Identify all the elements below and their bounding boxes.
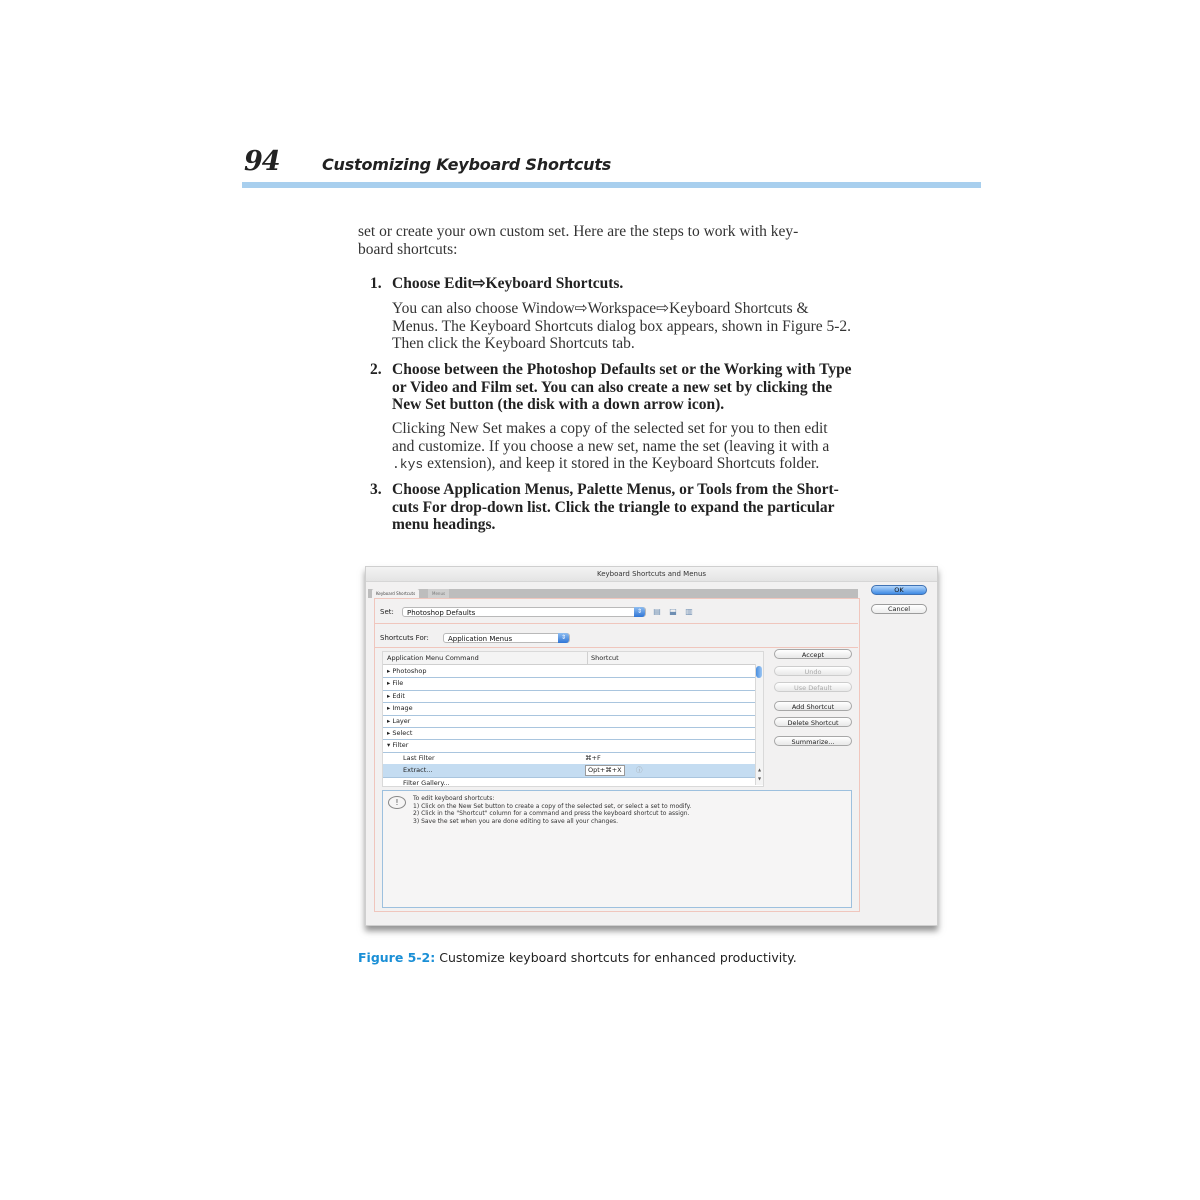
ok-button[interactable]: OK: [871, 585, 927, 595]
step-title: [392, 481, 982, 534]
figure-label: Figure 5-2:: [358, 950, 436, 965]
set-select[interactable]: [402, 607, 646, 617]
body-line: Clicking New Set makes a copy of the selected set for you to then edit: [392, 420, 828, 437]
step-title: [392, 361, 982, 414]
row-label: ▾ Filter: [387, 741, 409, 750]
column-header-shortcut[interactable]: Shortcut: [587, 652, 619, 664]
header-rule: [242, 182, 981, 188]
info-line: 3) Save the set when you are done editing to save all your changes.: [413, 817, 619, 825]
dialog-title: Keyboard Shortcuts and Menus: [366, 567, 937, 582]
summarize-button[interactable]: Summarize...: [774, 736, 852, 746]
table-row[interactable]: [383, 665, 757, 678]
body-line: [392, 455, 982, 474]
step-number: 1.: [370, 275, 382, 292]
add-shortcut-button[interactable]: Add Shortcut: [774, 701, 852, 711]
warning-icon: ⓘ: [636, 766, 643, 775]
body-tail: extension), and keep it stored in the Keyboard Shortcuts folder.: [423, 455, 820, 472]
row-label: ▸ Image: [387, 704, 413, 713]
undo-button[interactable]: Undo: [774, 666, 852, 676]
scrollbar[interactable]: [755, 664, 763, 785]
row-label: Last Filter: [403, 753, 435, 762]
body-line: and customize. If you choose a new set, name the set (leaving it with a: [392, 437, 830, 455]
divider: [374, 623, 858, 624]
step-title: Choose Edit⇨Keyboard Shortcuts.: [392, 275, 624, 292]
row-label: ▸ Select: [387, 729, 413, 737]
info-line: 1) Click on the New Set button to create a copy of the selected set, or select a set to modify.: [413, 802, 692, 810]
select-arrows-icon: ⇕: [558, 633, 569, 643]
info-text: [413, 795, 691, 825]
shortcuts-for-select[interactable]: [443, 633, 570, 643]
intro-paragraph: [358, 223, 958, 258]
step-number: 3.: [370, 481, 382, 498]
cancel-button[interactable]: Cancel: [871, 604, 927, 614]
row-label: ▸ File: [387, 679, 404, 688]
divider: [374, 647, 858, 648]
table-row[interactable]: [383, 690, 757, 703]
table-row[interactable]: [383, 677, 757, 690]
row-label: ▸ Photoshop: [387, 667, 427, 675]
step-number: 2.: [370, 361, 382, 378]
info-box: [382, 790, 852, 908]
table-header: [383, 652, 763, 665]
info-line: To edit keyboard shortcuts:: [413, 795, 495, 802]
intro-line: board shortcuts:: [358, 240, 458, 258]
row-label: Filter Gallery...: [403, 778, 450, 787]
table-row[interactable]: [383, 752, 757, 765]
row-shortcut[interactable]: ⌘+F: [585, 753, 601, 762]
tab-menus[interactable]: Menus: [428, 589, 449, 598]
row-label: ▸ Layer: [387, 716, 411, 725]
new-set-icon[interactable]: ⬓: [669, 607, 677, 616]
title-line: Choose Application Menus, Palette Menus, or Tools from the Short-: [392, 481, 839, 498]
step-1-body: [392, 300, 982, 353]
figure-caption: [358, 950, 797, 965]
scroll-down-icon[interactable]: ▼: [757, 776, 762, 781]
table-row[interactable]: [383, 727, 757, 740]
title-line: cuts For drop-down list. Click the triangle to expand the particular: [392, 498, 835, 516]
body-line: Menus. The Keyboard Shortcuts dialog box appears, shown in Figure 5-2.: [392, 317, 852, 335]
delete-set-icon[interactable]: ▥: [685, 607, 693, 616]
page-number: 94: [244, 146, 280, 177]
row-label: Extract...: [403, 766, 433, 775]
shortcut-input[interactable]: Opt+⌘+X: [585, 765, 625, 776]
keyboard-shortcuts-dialog: [365, 566, 938, 926]
file-extension-code: .kys: [392, 457, 424, 472]
info-icon: !: [388, 796, 406, 809]
accept-button[interactable]: Accept: [774, 649, 852, 659]
running-head: Customizing Keyboard Shortcuts: [322, 155, 612, 174]
delete-shortcut-button[interactable]: Delete Shortcut: [774, 717, 852, 727]
title-line: New Set button (the disk with a down arrow icon).: [392, 396, 725, 413]
shortcuts-table: [382, 651, 764, 787]
info-line: 2) Click in the "Shortcut" column for a command and press the keyboard shortcut to assign.: [413, 810, 690, 817]
shortcuts-for-value: Application Menus: [448, 635, 513, 643]
title-line: or Video and Film set. You can also create a new set by clicking the: [392, 378, 833, 396]
shortcuts-for-label: Shortcuts For:: [380, 634, 429, 642]
save-set-icon[interactable]: ▤: [653, 607, 661, 616]
table-row[interactable]: [383, 739, 757, 752]
set-label: Set:: [380, 608, 394, 616]
scrollbar-thumb[interactable]: [756, 666, 762, 678]
title-line: menu headings.: [392, 516, 496, 533]
table-row-selected[interactable]: [383, 764, 757, 777]
table-row[interactable]: [383, 777, 757, 789]
use-default-button[interactable]: Use Default: [774, 682, 852, 692]
select-arrows-icon: ⇕: [634, 607, 645, 617]
table-row[interactable]: [383, 715, 757, 728]
caption-text: Customize keyboard shortcuts for enhanced productivity.: [439, 950, 797, 965]
intro-line: set or create your own custom set. Here are the steps to work with key-: [358, 223, 799, 240]
set-value: Photoshop Defaults: [407, 609, 476, 617]
body-line: Then click the Keyboard Shortcuts tab.: [392, 335, 635, 352]
step-2-body: [392, 420, 982, 474]
body-line: You can also choose Window⇨Workspace⇨Keyboard Shortcuts &: [392, 300, 809, 317]
column-header-command[interactable]: Application Menu Command: [387, 654, 479, 662]
title-line: Choose between the Photoshop Defaults set or the Working with Type: [392, 361, 852, 378]
tab-bar: [368, 589, 858, 598]
row-label: ▸ Edit: [387, 691, 405, 700]
tab-keyboard-shortcuts[interactable]: Keyboard Shortcuts: [372, 589, 419, 598]
scroll-up-icon[interactable]: ▲: [757, 767, 762, 772]
table-row[interactable]: [383, 702, 757, 715]
